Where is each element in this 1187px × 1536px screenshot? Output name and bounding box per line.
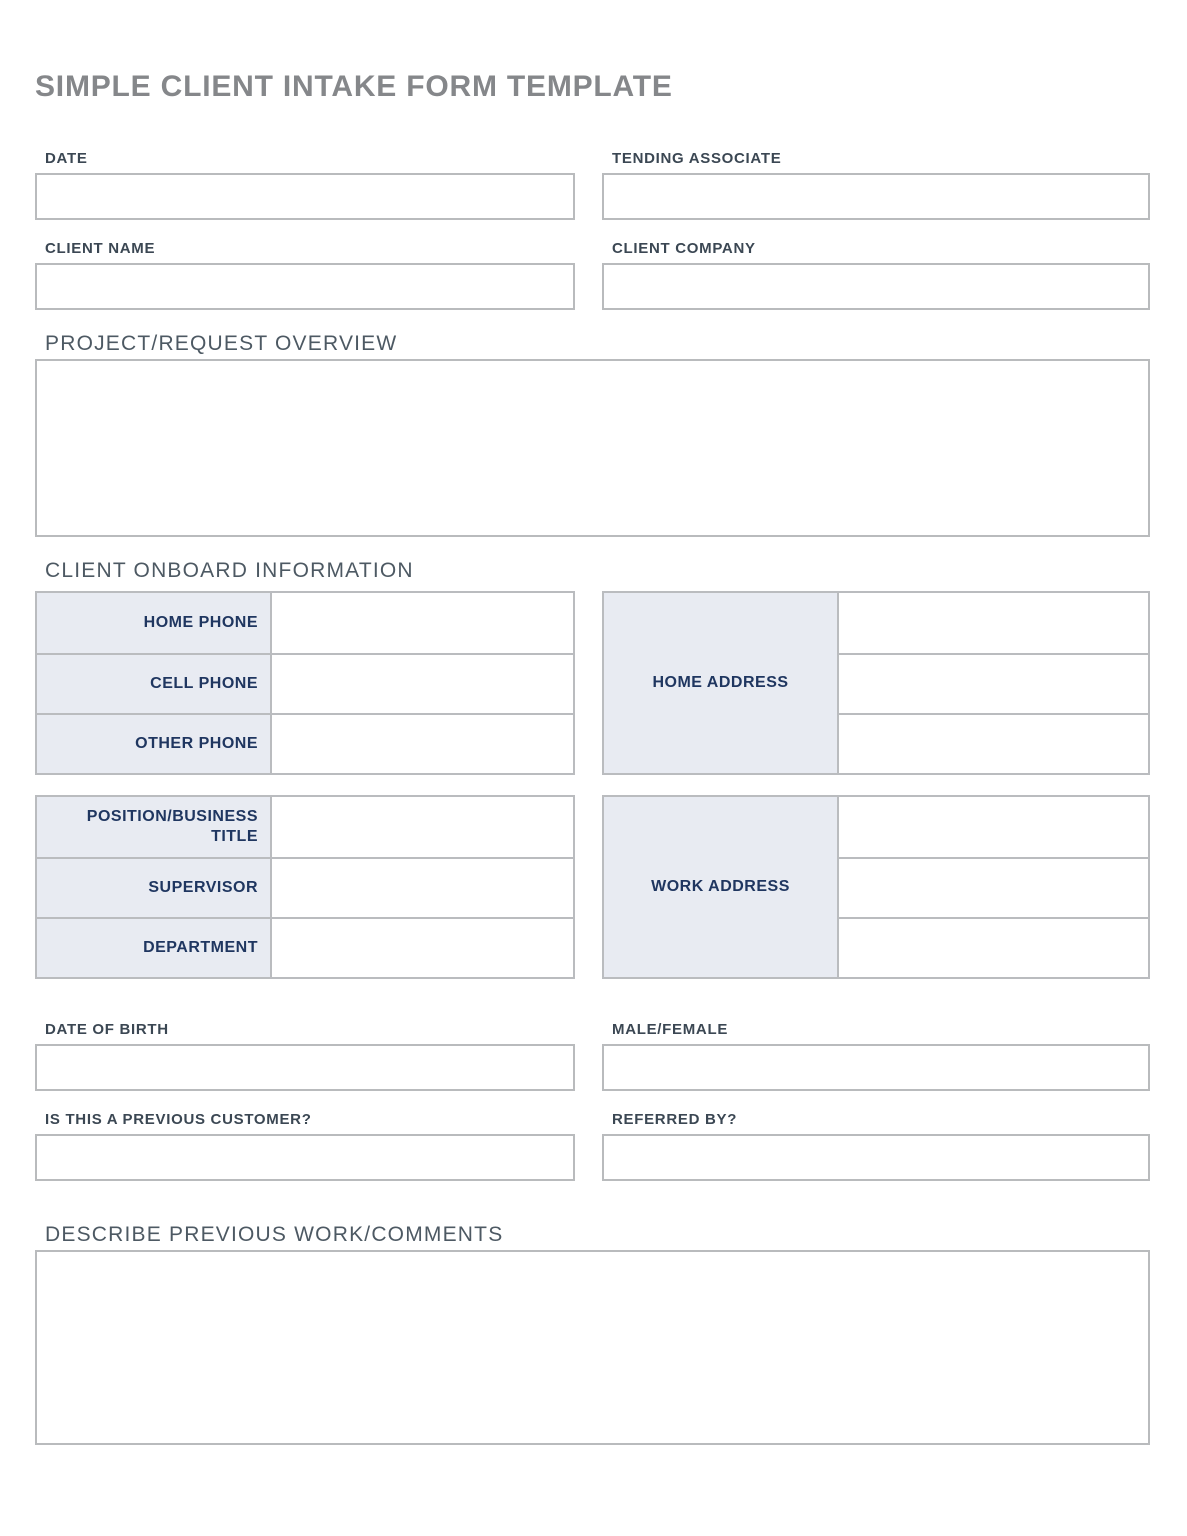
project-overview-textarea[interactable] (35, 359, 1150, 537)
supervisor-label: SUPERVISOR (37, 859, 270, 917)
home-address-label: HOME ADDRESS (604, 593, 837, 773)
referred-by-label: REFERRED BY? (612, 1111, 738, 1128)
supervisor-input[interactable] (270, 859, 573, 917)
referred-by-input[interactable] (602, 1134, 1150, 1181)
cell-phone-input[interactable] (270, 655, 573, 713)
table-row (37, 593, 573, 653)
phones-home-address-row (35, 591, 1150, 775)
position-title-label: POSITION/BUSINESS TITLE (37, 797, 270, 857)
position-title-input[interactable] (270, 797, 573, 857)
field-row-date-associate (35, 150, 1150, 220)
work-address-line1-input[interactable] (839, 797, 1148, 857)
work-info-row (35, 795, 1150, 979)
other-phone-input[interactable] (270, 715, 573, 773)
table-row (37, 713, 573, 773)
table-row (37, 857, 573, 917)
date-input[interactable] (35, 173, 575, 220)
previous-customer-input[interactable] (35, 1134, 575, 1181)
page-title: SIMPLE CLIENT INTAKE FORM TEMPLATE (35, 70, 673, 103)
date-of-birth-input[interactable] (35, 1044, 575, 1091)
other-phone-label: OTHER PHONE (37, 715, 270, 773)
department-label: DEPARTMENT (37, 919, 270, 977)
client-company-label: CLIENT COMPANY (612, 240, 756, 257)
onboard-section (35, 559, 1150, 979)
home-phone-input[interactable] (270, 593, 573, 653)
tending-associate-label: TENDING ASSOCIATE (612, 150, 782, 167)
department-input[interactable] (270, 919, 573, 977)
work-info-table (35, 795, 575, 979)
home-address-line2-input[interactable] (839, 653, 1148, 713)
project-overview-label: PROJECT/REQUEST OVERVIEW (45, 332, 398, 355)
male-female-label: MALE/FEMALE (612, 1021, 729, 1038)
project-overview-section (35, 332, 1150, 537)
previous-work-label: DESCRIBE PREVIOUS WORK/COMMENTS (45, 1223, 504, 1246)
home-phone-label: HOME PHONE (37, 593, 270, 653)
previous-work-textarea[interactable] (35, 1250, 1150, 1445)
table-row (37, 917, 573, 977)
tending-associate-input[interactable] (602, 173, 1150, 220)
home-address-line3-input[interactable] (839, 713, 1148, 773)
client-name-label: CLIENT NAME (45, 240, 156, 257)
cell-phone-label: CELL PHONE (37, 655, 270, 713)
male-female-input[interactable] (602, 1044, 1150, 1091)
previous-work-section (35, 1223, 1150, 1445)
table-row (37, 797, 573, 857)
client-name-input[interactable] (35, 263, 575, 310)
work-address-table (602, 795, 1150, 979)
onboard-section-label: CLIENT ONBOARD INFORMATION (45, 559, 414, 582)
field-row-name-company (35, 240, 1150, 310)
previous-customer-label: IS THIS A PREVIOUS CUSTOMER? (45, 1111, 312, 1128)
field-row-previous-referred (35, 1111, 1150, 1181)
phone-table (35, 591, 575, 775)
table-row (37, 653, 573, 713)
home-address-table (602, 591, 1150, 775)
date-of-birth-label: DATE OF BIRTH (45, 1021, 169, 1038)
work-address-label: WORK ADDRESS (604, 797, 837, 977)
work-address-line2-input[interactable] (839, 857, 1148, 917)
work-address-line3-input[interactable] (839, 917, 1148, 977)
field-row-dob-gender (35, 1021, 1150, 1091)
home-address-line1-input[interactable] (839, 593, 1148, 653)
client-company-input[interactable] (602, 263, 1150, 310)
date-label: DATE (45, 150, 88, 167)
